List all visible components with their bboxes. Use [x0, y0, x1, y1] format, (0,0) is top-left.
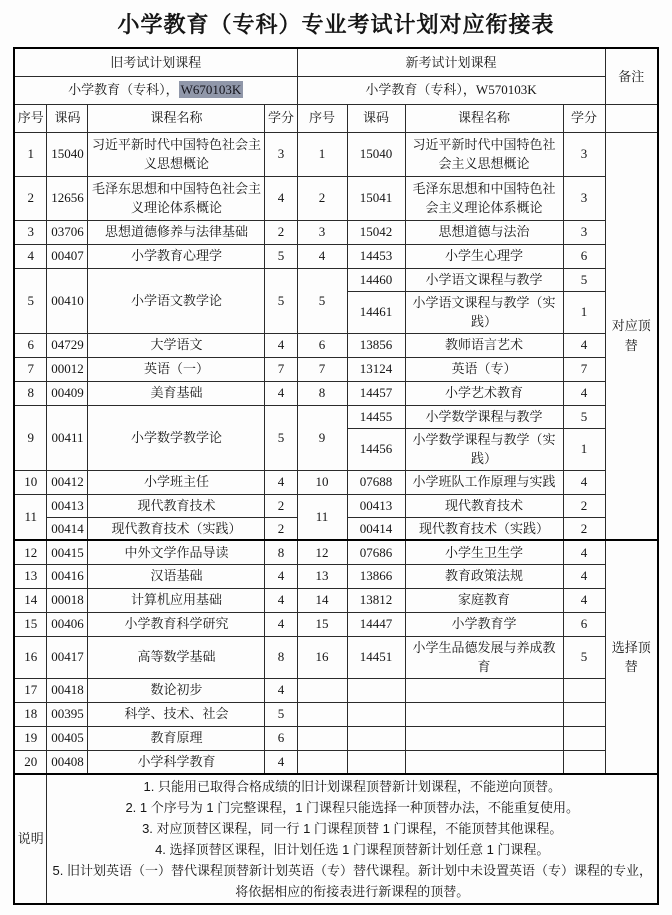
old-course-name-cell: 科学、技术、社会: [88, 702, 265, 726]
remark-choose-cell: 选择顶替: [605, 540, 658, 774]
new-code-cell: 14457: [347, 381, 405, 405]
new-seq-cell: 13: [297, 564, 347, 588]
new-code-cell: 00414: [347, 517, 405, 540]
old-credit-cell: 8: [265, 636, 297, 678]
old-code-col-header: 课码: [47, 104, 88, 132]
old-seq-cell: 17: [14, 678, 47, 702]
old-seq-cell: 6: [14, 333, 47, 357]
new-seq-cell: 3: [297, 220, 347, 244]
page-title: 小学教育（专科）专业考试计划对应衔接表: [117, 12, 555, 37]
new-code-cell: [347, 702, 405, 726]
new-seq-cell: 7: [297, 357, 347, 381]
old-course-name-cell: 教育原理: [88, 726, 265, 750]
new-course-name-cell: 思想道德与法治: [405, 220, 563, 244]
new-course-name-cell: 小学班队工作原理与实践: [405, 470, 563, 494]
new-course-name-cell: 小学语文课程与教学（实践）: [405, 291, 563, 333]
new-seq-cell: 6: [297, 333, 347, 357]
new-code-cell: 14456: [347, 428, 405, 470]
note-item: 1. 只能用已取得合格成绩的旧计划课程顶替新计划课程，不能逆向顶替。: [143, 779, 561, 794]
old-seq-cell: 9: [14, 405, 47, 470]
old-credit-cell: 2: [265, 494, 297, 517]
new-credit-cell: 4: [563, 470, 605, 494]
old-major-text: 小学教育（专科），: [68, 82, 179, 98]
new-seq-cell: 2: [297, 176, 347, 220]
new-seq-cell: 11: [297, 494, 347, 540]
new-course-name-cell: 小学艺术教育: [405, 381, 563, 405]
new-course-name-cell: 家庭教育: [405, 588, 563, 612]
old-course-name-cell: 现代教育技术: [88, 494, 265, 517]
old-code-cell: 00405: [47, 726, 88, 750]
old-credit-cell: 4: [265, 381, 297, 405]
old-code-cell: 12656: [47, 176, 88, 220]
old-credit-cell: 4: [265, 176, 297, 220]
old-course-name-cell: 大学语文: [88, 333, 265, 357]
old-credit-cell: 2: [265, 517, 297, 540]
new-credit-cell: [563, 678, 605, 702]
new-seq-cell: 15: [297, 612, 347, 636]
old-code-cell: 00012: [47, 357, 88, 381]
old-credit-cell: 7: [265, 357, 297, 381]
new-code-cell: 14455: [347, 405, 405, 428]
new-credit-cell: 1: [563, 428, 605, 470]
new-course-name-cell: 习近平新时代中国特色社会主义思想概论: [405, 132, 563, 176]
new-name-col-header: 课程名称: [405, 104, 563, 132]
new-seq-cell: 10: [297, 470, 347, 494]
new-credit-cell: 5: [563, 405, 605, 428]
selected-code-highlight: W670103K: [180, 82, 242, 98]
new-seq-cell: [297, 702, 347, 726]
new-plan-header: 新考试计划课程: [297, 48, 605, 76]
old-seq-cell: 1: [14, 132, 47, 176]
old-credit-cell: 8: [265, 540, 297, 564]
old-code-cell: 00418: [47, 678, 88, 702]
old-course-name-cell: 思想道德修养与法律基础: [88, 220, 265, 244]
new-seq-cell: 4: [297, 244, 347, 268]
old-credit-cell: 4: [265, 470, 297, 494]
new-credit-cell: 3: [563, 176, 605, 220]
new-seq-cell: [297, 726, 347, 750]
old-seq-cell: 4: [14, 244, 47, 268]
old-credit-cell: 4: [265, 612, 297, 636]
new-credit-cell: 6: [563, 612, 605, 636]
old-code-cell: 00415: [47, 540, 88, 564]
new-credit-cell: 6: [563, 244, 605, 268]
new-credit-cell: 1: [563, 291, 605, 333]
new-credit-cell: 4: [563, 588, 605, 612]
new-course-name-cell: 小学教育学: [405, 612, 563, 636]
old-seq-cell: 7: [14, 357, 47, 381]
old-course-name-cell: 中外文学作品导读: [88, 540, 265, 564]
new-seq-cell: 16: [297, 636, 347, 678]
new-course-name-cell: [405, 702, 563, 726]
correspondence-table: [13, 47, 659, 905]
old-credit-cell: 4: [265, 750, 297, 774]
old-code-cell: 00408: [47, 750, 88, 774]
old-code-cell: 04729: [47, 333, 88, 357]
new-code-cell: 14461: [347, 291, 405, 333]
note-item: 4. 选择顶替区课程，旧计划任选 1 门课程顶替新计划任意 1 门课程。: [155, 842, 550, 858]
new-code-cell: 00413: [347, 494, 405, 517]
old-code-cell: 03706: [47, 220, 88, 244]
new-code-cell: [347, 726, 405, 750]
note-item: 2. 1 个序号为 1 门完整课程，1 门课程只能选择一种顶替办法，不能重复使用。: [125, 800, 580, 816]
old-code-cell: 00416: [47, 564, 88, 588]
old-credit-cell: 4: [265, 333, 297, 357]
old-code-cell: 00413: [47, 494, 88, 517]
old-code-cell: 00409: [47, 381, 88, 405]
old-seq-cell: 14: [14, 588, 47, 612]
remark-correspond-cell: 对应顶替: [605, 132, 658, 540]
new-code-cell: 15040: [347, 132, 405, 176]
old-major-label: [14, 76, 297, 104]
note-item: 3. 对应顶替区课程，同一行 1 门课程顶替 1 门课程，不能顶替其他课程。: [142, 821, 563, 837]
new-credit-cell: 3: [563, 220, 605, 244]
old-seq-cell: 3: [14, 220, 47, 244]
new-seq-cell: 8: [297, 381, 347, 405]
new-code-cell: [347, 750, 405, 774]
old-course-name-cell: 汉语基础: [88, 564, 265, 588]
new-code-cell: 15041: [347, 176, 405, 220]
new-credit-cell: 2: [563, 494, 605, 517]
old-seq-cell: 19: [14, 726, 47, 750]
new-credit-cell: 4: [563, 381, 605, 405]
old-course-name-cell: 英语（一）: [88, 357, 265, 381]
new-code-cell: 14453: [347, 244, 405, 268]
old-code-cell: 00410: [47, 268, 88, 333]
old-course-name-cell: 小学数学教学论: [88, 405, 265, 470]
old-course-name-cell: 高等数学基础: [88, 636, 265, 678]
new-seq-cell: 1: [297, 132, 347, 176]
new-code-cell: 14460: [347, 268, 405, 291]
new-code-cell: [347, 678, 405, 702]
old-seq-cell: 10: [14, 470, 47, 494]
new-credit-cell: 5: [563, 636, 605, 678]
old-seq-cell: 16: [14, 636, 47, 678]
new-seq-cell: [297, 750, 347, 774]
old-code-cell: 00018: [47, 588, 88, 612]
old-credit-cell: 4: [265, 588, 297, 612]
old-code-cell: 00411: [47, 405, 88, 470]
old-credit-cell: 6: [265, 726, 297, 750]
new-code-col-header: 课码: [347, 104, 405, 132]
old-credit-cell: 5: [265, 268, 297, 333]
new-code-cell: 13866: [347, 564, 405, 588]
old-code-cell: 00407: [47, 244, 88, 268]
old-seq-cell: 18: [14, 702, 47, 726]
old-course-name-cell: 小学语文教学论: [88, 268, 265, 333]
old-seq-cell: 2: [14, 176, 47, 220]
note-item: 5. 旧计划英语（一）替代课程顶替新计划英语（专）替代课程。新计划中未设置英语（专）课程的专业，将依据相应的衔接表进行新课程的顶替。: [52, 863, 652, 900]
old-course-name-cell: 现代教育技术（实践）: [88, 517, 265, 540]
new-credit-cell: 7: [563, 357, 605, 381]
old-seq-col-header: 序号: [14, 104, 47, 132]
new-credit-cell: [563, 726, 605, 750]
new-credit-cell: 4: [563, 333, 605, 357]
new-course-name-cell: [405, 678, 563, 702]
old-code-cell: 00412: [47, 470, 88, 494]
new-seq-cell: 12: [297, 540, 347, 564]
new-credit-cell: [563, 750, 605, 774]
old-credit-cell: 4: [265, 678, 297, 702]
new-course-name-cell: 小学生品德发展与养成教育: [405, 636, 563, 678]
new-credit-col-header: 学分: [563, 104, 605, 132]
new-credit-cell: 3: [563, 132, 605, 176]
new-course-name-cell: [405, 726, 563, 750]
new-course-name-cell: 小学生卫生学: [405, 540, 563, 564]
new-credit-cell: [563, 702, 605, 726]
new-seq-cell: 5: [297, 268, 347, 333]
new-code-cell: 07686: [347, 540, 405, 564]
new-course-name-cell: 小学生心理学: [405, 244, 563, 268]
old-credit-cell: 5: [265, 405, 297, 470]
new-course-name-cell: 小学语文课程与教学: [405, 268, 563, 291]
new-course-name-cell: 教师语言艺术: [405, 333, 563, 357]
notes-body: [47, 774, 658, 904]
old-course-name-cell: 美育基础: [88, 381, 265, 405]
old-course-name-cell: 小学教育心理学: [88, 244, 265, 268]
old-course-name-cell: 计算机应用基础: [88, 588, 265, 612]
old-credit-cell: 3: [265, 132, 297, 176]
old-code-cell: 00395: [47, 702, 88, 726]
new-credit-cell: 4: [563, 564, 605, 588]
remark-header: 备注: [605, 48, 658, 104]
old-seq-cell: 13: [14, 564, 47, 588]
old-seq-cell: 11: [14, 494, 47, 540]
new-code-cell: 14451: [347, 636, 405, 678]
new-course-name-cell: 英语（专）: [405, 357, 563, 381]
remark-col-empty-header: [605, 104, 658, 132]
old-seq-cell: 8: [14, 381, 47, 405]
old-course-name-cell: 小学班主任: [88, 470, 265, 494]
new-course-name-cell: 毛泽东思想和中国特色社会主义理论体系概论: [405, 176, 563, 220]
new-seq-col-header: 序号: [297, 104, 347, 132]
new-credit-cell: 5: [563, 268, 605, 291]
old-credit-cell: 5: [265, 702, 297, 726]
new-course-name-cell: 现代教育技术（实践）: [405, 517, 563, 540]
new-credit-cell: 4: [563, 540, 605, 564]
notes-label: 说明: [14, 774, 47, 904]
old-course-name-cell: 毛泽东思想和中国特色社会主义理论体系概论: [88, 176, 265, 220]
new-credit-cell: 2: [563, 517, 605, 540]
new-seq-cell: 9: [297, 405, 347, 470]
new-course-name-cell: 教育政策法规: [405, 564, 563, 588]
new-code-cell: 14447: [347, 612, 405, 636]
old-credit-cell: 2: [265, 220, 297, 244]
new-code-cell: 13856: [347, 333, 405, 357]
old-code-cell: 00417: [47, 636, 88, 678]
new-code-cell: 07688: [347, 470, 405, 494]
old-course-name-cell: 小学科学教育: [88, 750, 265, 774]
old-course-name-cell: 小学教育科学研究: [88, 612, 265, 636]
old-seq-cell: 5: [14, 268, 47, 333]
old-seq-cell: 15: [14, 612, 47, 636]
old-plan-header: 旧考试计划课程: [14, 48, 297, 76]
new-seq-cell: [297, 678, 347, 702]
new-code-cell: 13124: [347, 357, 405, 381]
old-code-cell: 00406: [47, 612, 88, 636]
old-code-cell: 15040: [47, 132, 88, 176]
new-course-name-cell: 小学数学课程与教学（实践）: [405, 428, 563, 470]
new-code-cell: 15042: [347, 220, 405, 244]
old-credit-col-header: 学分: [265, 104, 297, 132]
new-major-label: 小学教育（专科），W570103K: [297, 76, 605, 104]
old-seq-cell: 12: [14, 540, 47, 564]
old-course-name-cell: 数论初步: [88, 678, 265, 702]
new-course-name-cell: 现代教育技术: [405, 494, 563, 517]
old-code-cell: 00414: [47, 517, 88, 540]
old-name-col-header: 课程名称: [88, 104, 265, 132]
new-course-name-cell: [405, 750, 563, 774]
old-credit-cell: 4: [265, 564, 297, 588]
old-seq-cell: 20: [14, 750, 47, 774]
old-credit-cell: 5: [265, 244, 297, 268]
old-course-name-cell: 习近平新时代中国特色社会主义思想概论: [88, 132, 265, 176]
new-code-cell: 13812: [347, 588, 405, 612]
new-seq-cell: 14: [297, 588, 347, 612]
new-course-name-cell: 小学数学课程与教学: [405, 405, 563, 428]
